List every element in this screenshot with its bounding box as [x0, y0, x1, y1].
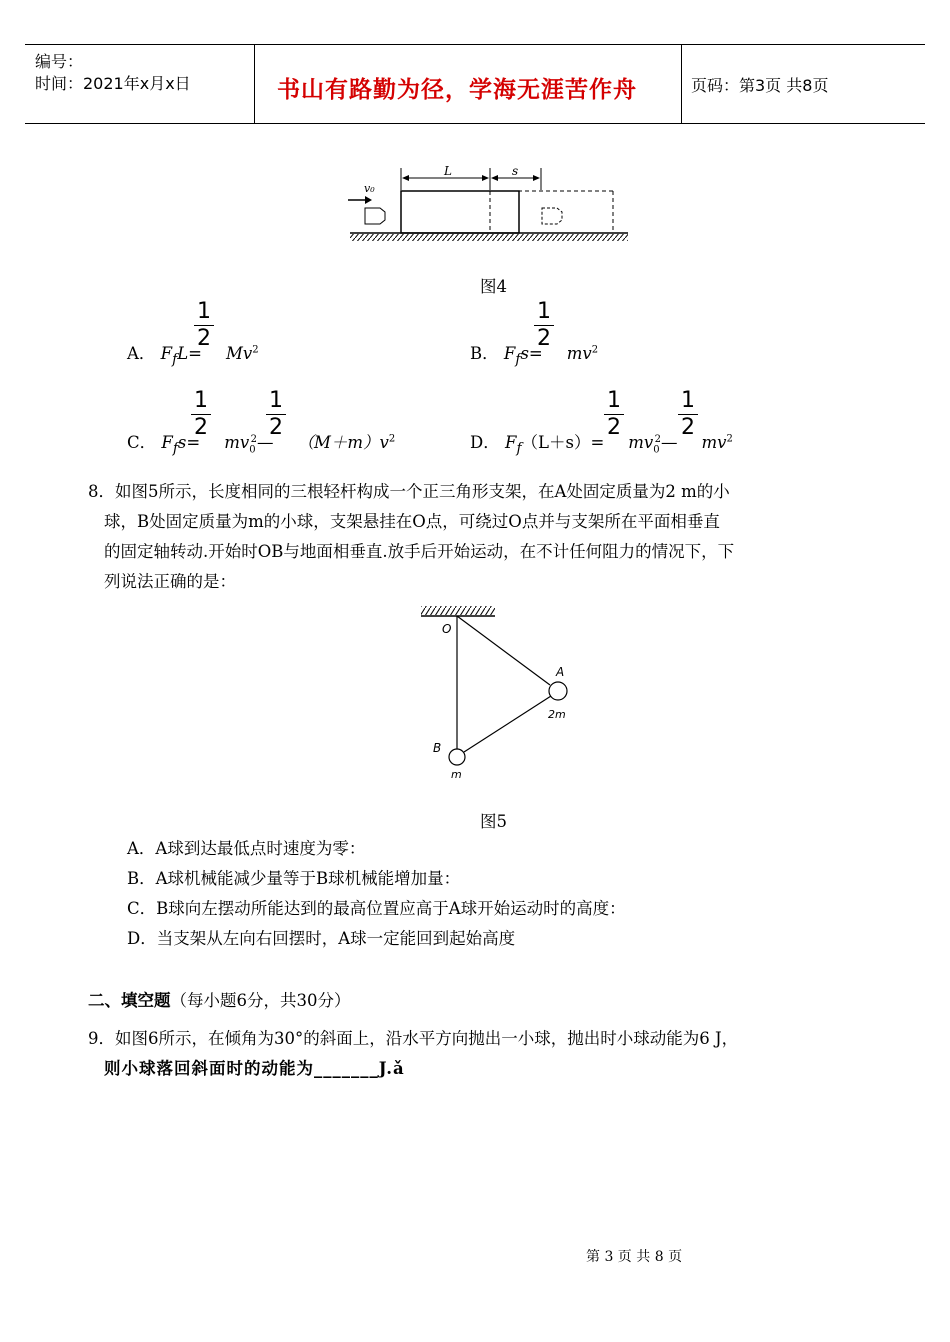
label-s: s [512, 164, 519, 178]
dim-arrowhead [482, 175, 489, 181]
page-label: 页码：第3页 共8页 [691, 76, 829, 95]
figure-4-diagram [340, 160, 640, 250]
label-A: A [556, 665, 565, 679]
motto: 书山有路勤为径，学海无涯苦作舟 [277, 77, 637, 103]
header-divider [254, 45, 255, 123]
q8-option-c: C．B球向左摆动所能达到的最高位置应高于A球开始运动时的高度： [127, 899, 626, 918]
rod-OA [457, 616, 550, 685]
figure-5-caption: 图5 [480, 812, 507, 831]
question-9-line: 9．如图6所示，在倾角为30°的斜面上，沿水平方向抛出一小球，抛出时小球动能为6 J， [88, 1029, 739, 1048]
fraction-half: 1 2 [191, 389, 211, 440]
ball-A [549, 682, 567, 700]
ground-hatch [350, 234, 628, 241]
dim-arrowhead [402, 175, 409, 181]
q8-option-d: D．当支架从左向右回摆时，A球一定能回到起始高度 [127, 929, 516, 948]
q8-option-b: B．A球机械能减少量等于B球机械能增加量： [127, 869, 461, 888]
fraction-half: 1 2 [534, 300, 554, 351]
bullet-initial [365, 208, 385, 224]
label-v0: v₀ [364, 182, 375, 195]
question-8-line: 列说法正确的是： [104, 572, 236, 591]
dim-arrowhead [491, 175, 498, 181]
ball-B [449, 749, 465, 765]
section-2-heading: 二、填空题（每小题6分，共30分） [88, 991, 351, 1010]
fraction-half: 1 2 [678, 389, 698, 440]
question-9 [88, 1024, 868, 1084]
fraction-half: 1 2 [194, 300, 214, 351]
question-8-line: 球，B处固定质量为m的小球，支架悬挂在O点，可绕过O点并与支架所在平面相垂直 [104, 512, 720, 531]
label-L: L [444, 164, 452, 178]
q8-options [127, 834, 626, 954]
fraction-half: 1 2 [266, 389, 286, 440]
label-m: m [451, 768, 462, 781]
question-8-line: 8．如图5所示，长度相同的三根轻杆构成一个正三角形支架，在A处固定质量为2 m的小 [88, 482, 730, 501]
time-label: 时间：2021年x月x日 [35, 74, 191, 93]
q7-option-b: B． $F_fs= mv^2$ [470, 344, 599, 368]
page-header [25, 44, 925, 124]
figure-4-caption: 图4 [480, 277, 507, 296]
block-start [401, 191, 519, 233]
label-B: B [433, 741, 442, 755]
number-label: 编号： [35, 52, 84, 71]
dim-arrowhead [533, 175, 540, 181]
bullet-final [542, 208, 562, 224]
figure-5-diagram [415, 600, 585, 790]
page-footer: 第 3 页 共 8 页 [586, 1249, 683, 1265]
velocity-arrowhead [365, 196, 372, 204]
ceiling-hatch [421, 606, 495, 615]
label-2m: 2m [548, 708, 566, 721]
header-divider [681, 45, 682, 123]
q7-option-d: D． $F_f(L+s)=$ $mv_0^2—$ $mv^2$ [470, 433, 733, 457]
label-O: O [442, 622, 452, 636]
q7-option-c: C． $F_fs=$ $mv_0^2—$ $(M+m)v^2$ [127, 433, 396, 457]
rod-AB [464, 696, 551, 752]
fraction-half: 1 2 [604, 389, 624, 440]
question-8 [88, 477, 848, 597]
question-8-line: 的固定轴转动.开始时OB与地面相垂直.放手后开始运动，在不计任何阻力的情况下，下 [104, 542, 735, 561]
q7-option-a: A． $F_fL= Mv^2$ [127, 344, 259, 368]
q8-option-a: A．A球到达最低点时速度为零： [127, 839, 366, 858]
question-9-line: 则小球落回斜面时的动能为_______J.ǎ [104, 1059, 405, 1078]
